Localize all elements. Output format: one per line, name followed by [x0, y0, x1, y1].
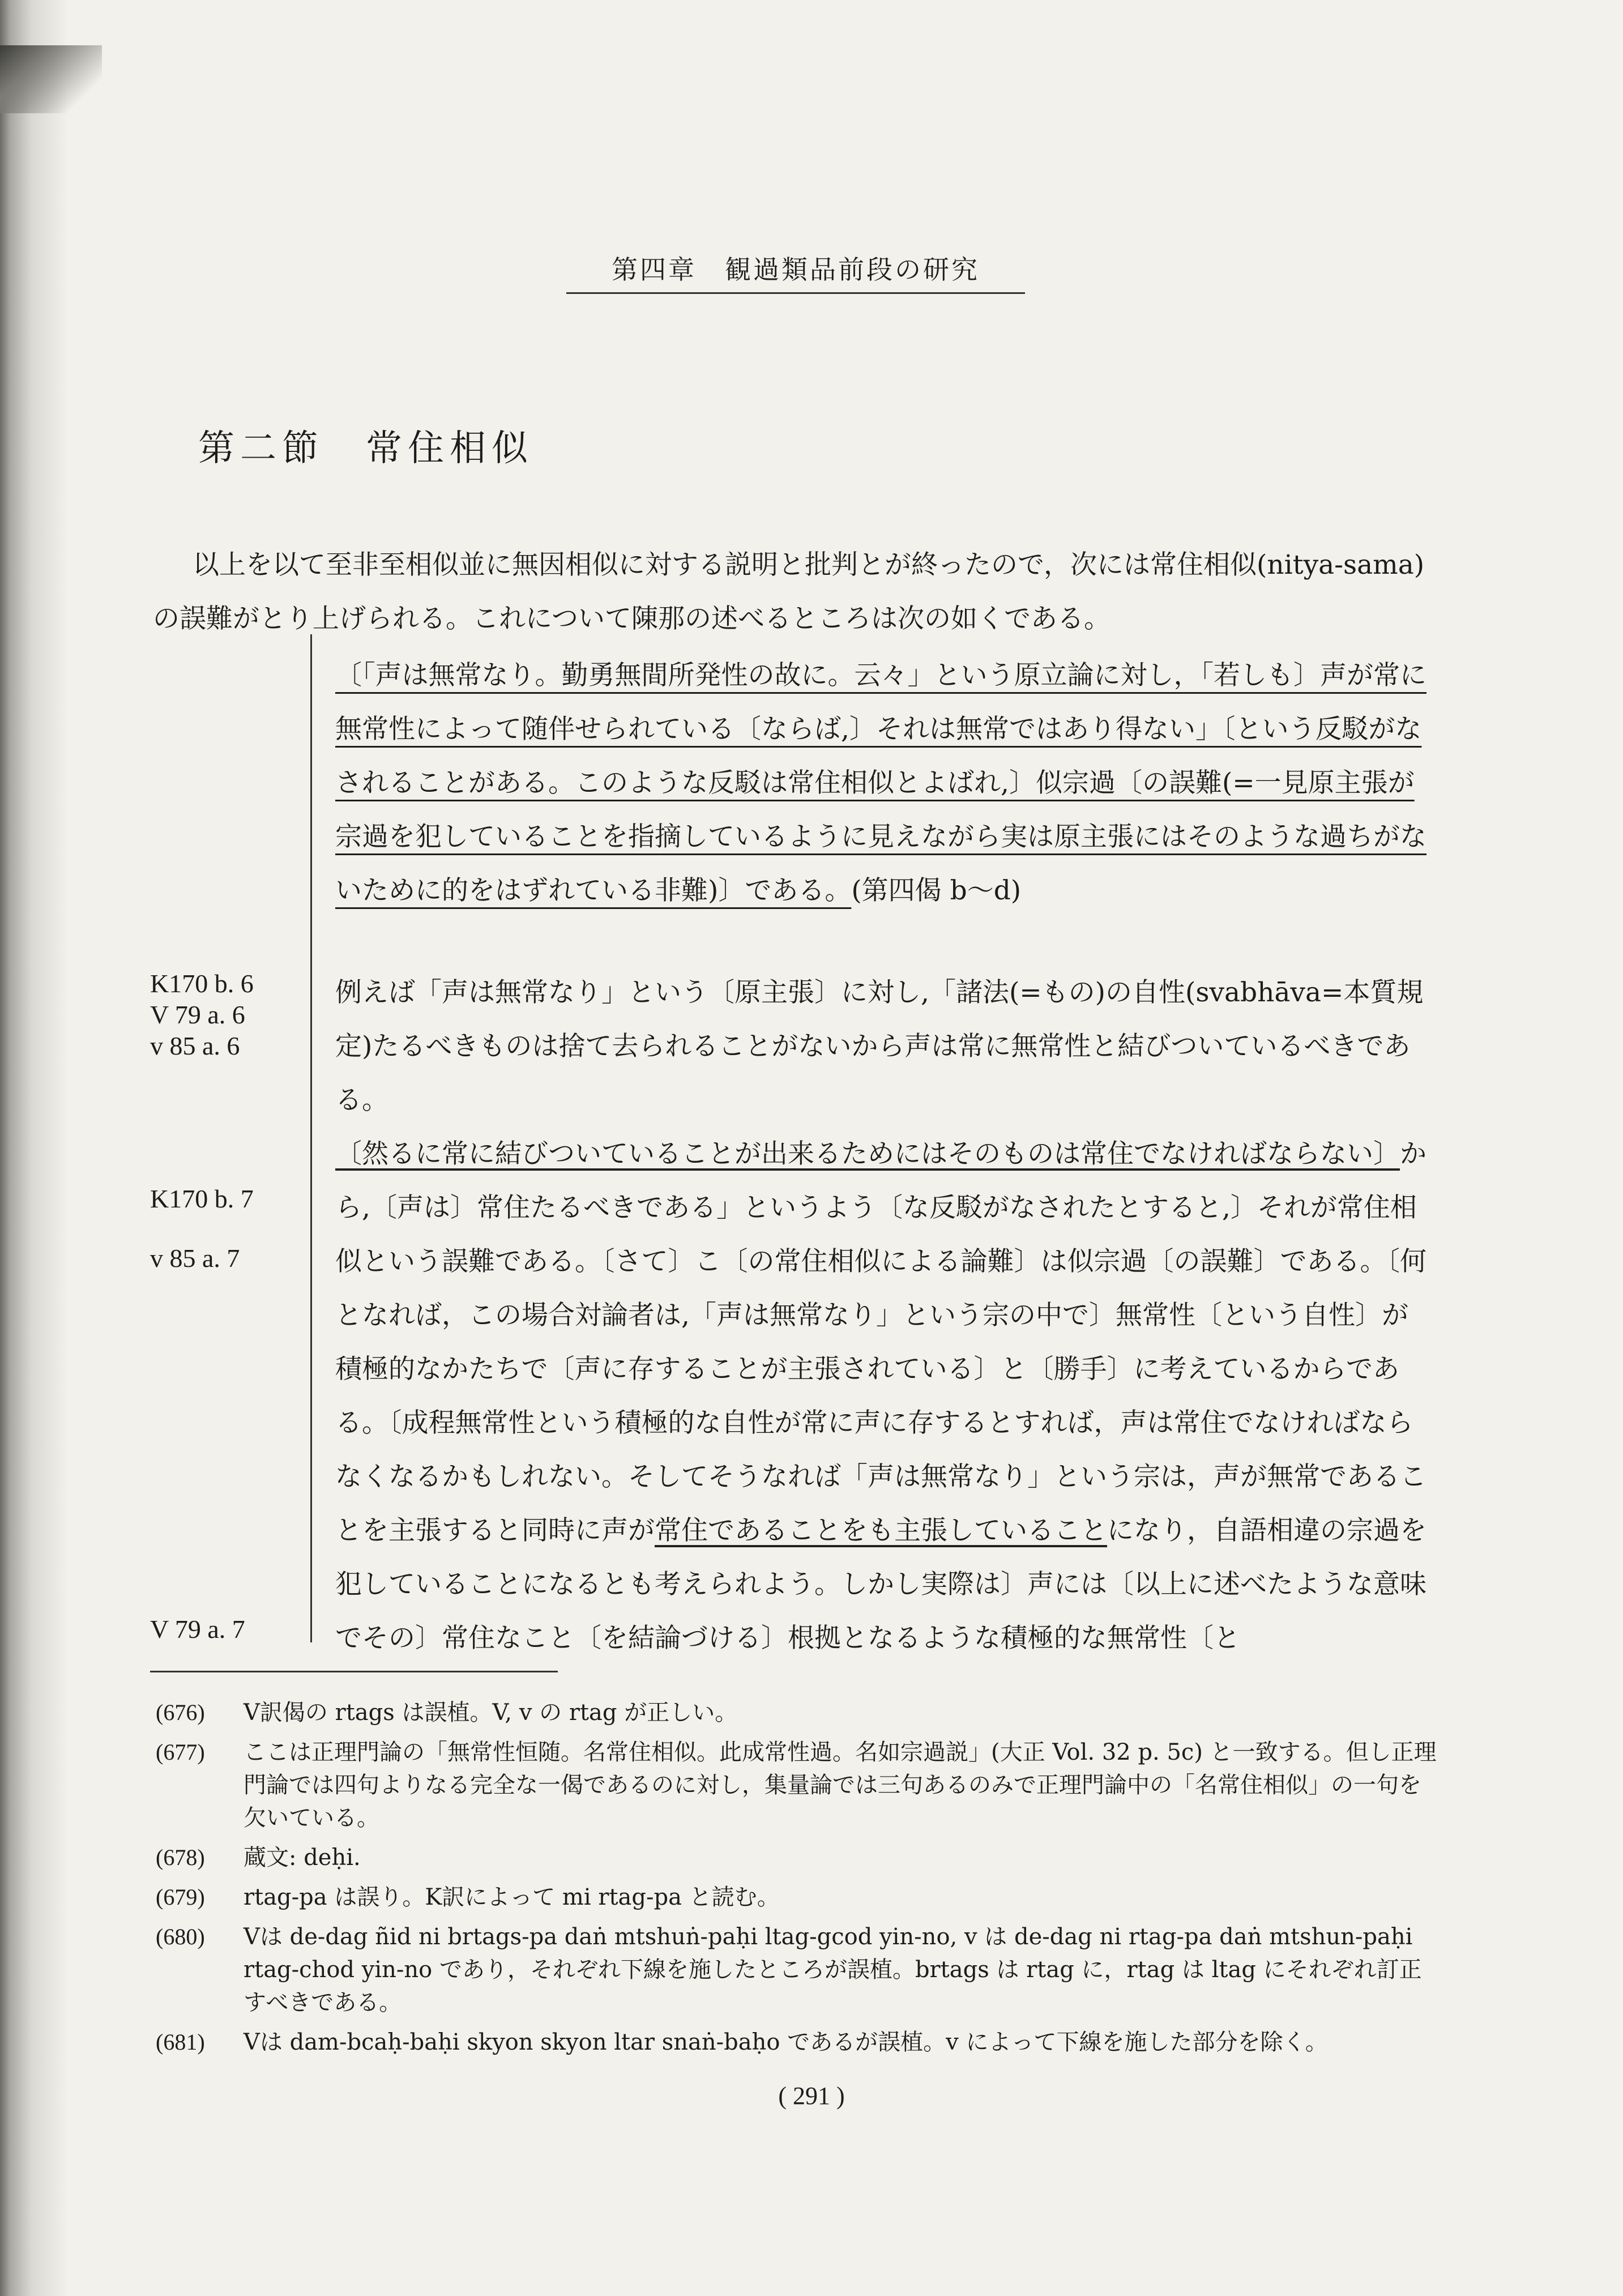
handwritten-underline-2: 常住であることをも主張していること: [655, 1515, 1107, 1546]
main-text-3: になり，自語相違の宗過を犯していることになるとも考えられよう。しかし実際は〕声には〔以上に述べたような意味でその〕常住なこと〔を結論づける〕根拠となるような積極的な無常性〔と: [335, 1515, 1426, 1654]
footnote: [156, 1921, 1441, 2019]
footnote: [156, 1881, 1441, 1914]
footnote-number: (678): [156, 1845, 205, 1870]
footnote-text: rtag-pa は誤り。K訳によって mi rtag-pa と読む。: [244, 1884, 780, 1910]
citation-text: 〔「声は無常なり。勤勇無間所発性の故に。云々」という原立論に対し，「若しも〕声が常に無常性によって随伴せられている〔ならば,〕それは無常ではあり得ない」〔という反駁がなされることがある。このような反駁は常住相似とよばれ,〕似宗過〔の誤難(=一見原主張が宗過を犯していることを指摘しているように見えながら実は原主張にはそのような過ちがないために的をはずれている非難)〕である。: [335, 660, 1426, 906]
footnote-number: (679): [156, 1884, 205, 1910]
margin-ref: K170 b. 7: [150, 1184, 254, 1213]
handwritten-underline-1: 〔然るに常に結びついていることが出来るためにはそのものは常住でなければならない〕: [335, 1138, 1400, 1170]
main-paragraph: [335, 966, 1434, 1665]
footnote-text: V訳偈の rtags は誤植。V, v の rtag が正しい。: [244, 1700, 738, 1726]
page-number: ( 291 ): [778, 2082, 845, 2110]
quotation-rule: [310, 634, 312, 1642]
footnote-rule: [150, 1671, 558, 1672]
footnote-text: Vは dam-bcaḥ-baḥi skyon skyon ltar snaṅ-baḥo であるが誤植。v によって下線を施した部分を除く。: [244, 2029, 1328, 2055]
margin-ref: v 85 a. 7: [150, 1244, 240, 1273]
footnote: [156, 1736, 1441, 1834]
margin-ref: K170 b. 6: [150, 969, 254, 998]
footnote-number: (676): [156, 1700, 205, 1725]
section-title: 第二節 常住相似: [198, 428, 533, 470]
main-text-2: から,〔声は〕常住たるべきである」というよう〔な反駁がなされたとすると,〕それが常住相似という誤難である。〔さて〕こ〔の常住相似による論難〕は似宗過〔の誤難〕である。〔何となれば，この場合対論者は,「声は無常なり」という宗の中で〕無常性〔という自性〕が積極的なかたちで〔声に存することが主張されている〕と〔勝手〕に考えているからである。〔成程無常性という積極的な自性が常に声に存するとすれば，声は常住でなければならなくなるかもしれない。そしてそうなれば「声は無常なり」という宗は，声が無常であることを主張すると同時に声が: [335, 1138, 1426, 1546]
footnote-text: ここは正理門論の「無常性恒随。名常住相似。此成常性過。名如宗過説」(大正 Vol. 32 p. 5c) と一致する。但し正理門論では四句よりなる完全な一偈であるのに対し，集量論では三句あるのみで正理門論中の「名常住相似」の一句を欠いている。: [244, 1739, 1437, 1831]
footnote-number: (680): [156, 1924, 205, 1949]
footnote-number: (681): [156, 2029, 205, 2055]
main-text-1: 例えば「声は無常なり」という〔原主張〕に対し,「諸法(=もの)の自性(svabhāva=本質規定)たるべきものは捨て去られることがないから声は常に無常性と結びついているべきである。: [335, 977, 1424, 1116]
intro-paragraph: [153, 538, 1433, 646]
running-head: 第四章 観過類品前段の研究: [566, 249, 1025, 294]
footnote-number: (677): [156, 1739, 205, 1765]
footnote: [156, 2026, 1441, 2059]
footnote-text: Vは de-dag ñid ni brtags-pa daṅ mtshuṅ-paḥi ltag-gcod yin-no, v は de-dag ni rtag-pa daṅ mtshun-paḥi rtag-chod yin-no であり，それぞれ下線を施したところが誤植。brtags は rtag に，rtag は ltag にそれぞれ訂正すべきである。: [244, 1924, 1422, 2016]
margin-ref: V 79 a. 7: [150, 1615, 245, 1644]
citation-ref: (第四偈 b〜d): [851, 875, 1022, 906]
scan-corner-shadow: [0, 45, 102, 113]
footnote: [156, 1696, 1441, 1729]
footnote-text: 蔵文: deḥi.: [244, 1845, 361, 1871]
citation-block: [335, 648, 1434, 917]
footnote: [156, 1841, 1441, 1874]
footnotes: [156, 1696, 1441, 2065]
intro-text: 以上を以て至非至相似並に無因相似に対する説明と批判とが終ったので，次には常住相似(nitya-sama)の誤難がとり上げられる。これについて陳那の述べるところは次の如くである。: [153, 549, 1425, 634]
margin-ref: V 79 a. 6: [150, 1000, 245, 1029]
scan-shadow: [0, 0, 68, 2296]
margin-ref: v 85 a. 6: [150, 1031, 240, 1060]
